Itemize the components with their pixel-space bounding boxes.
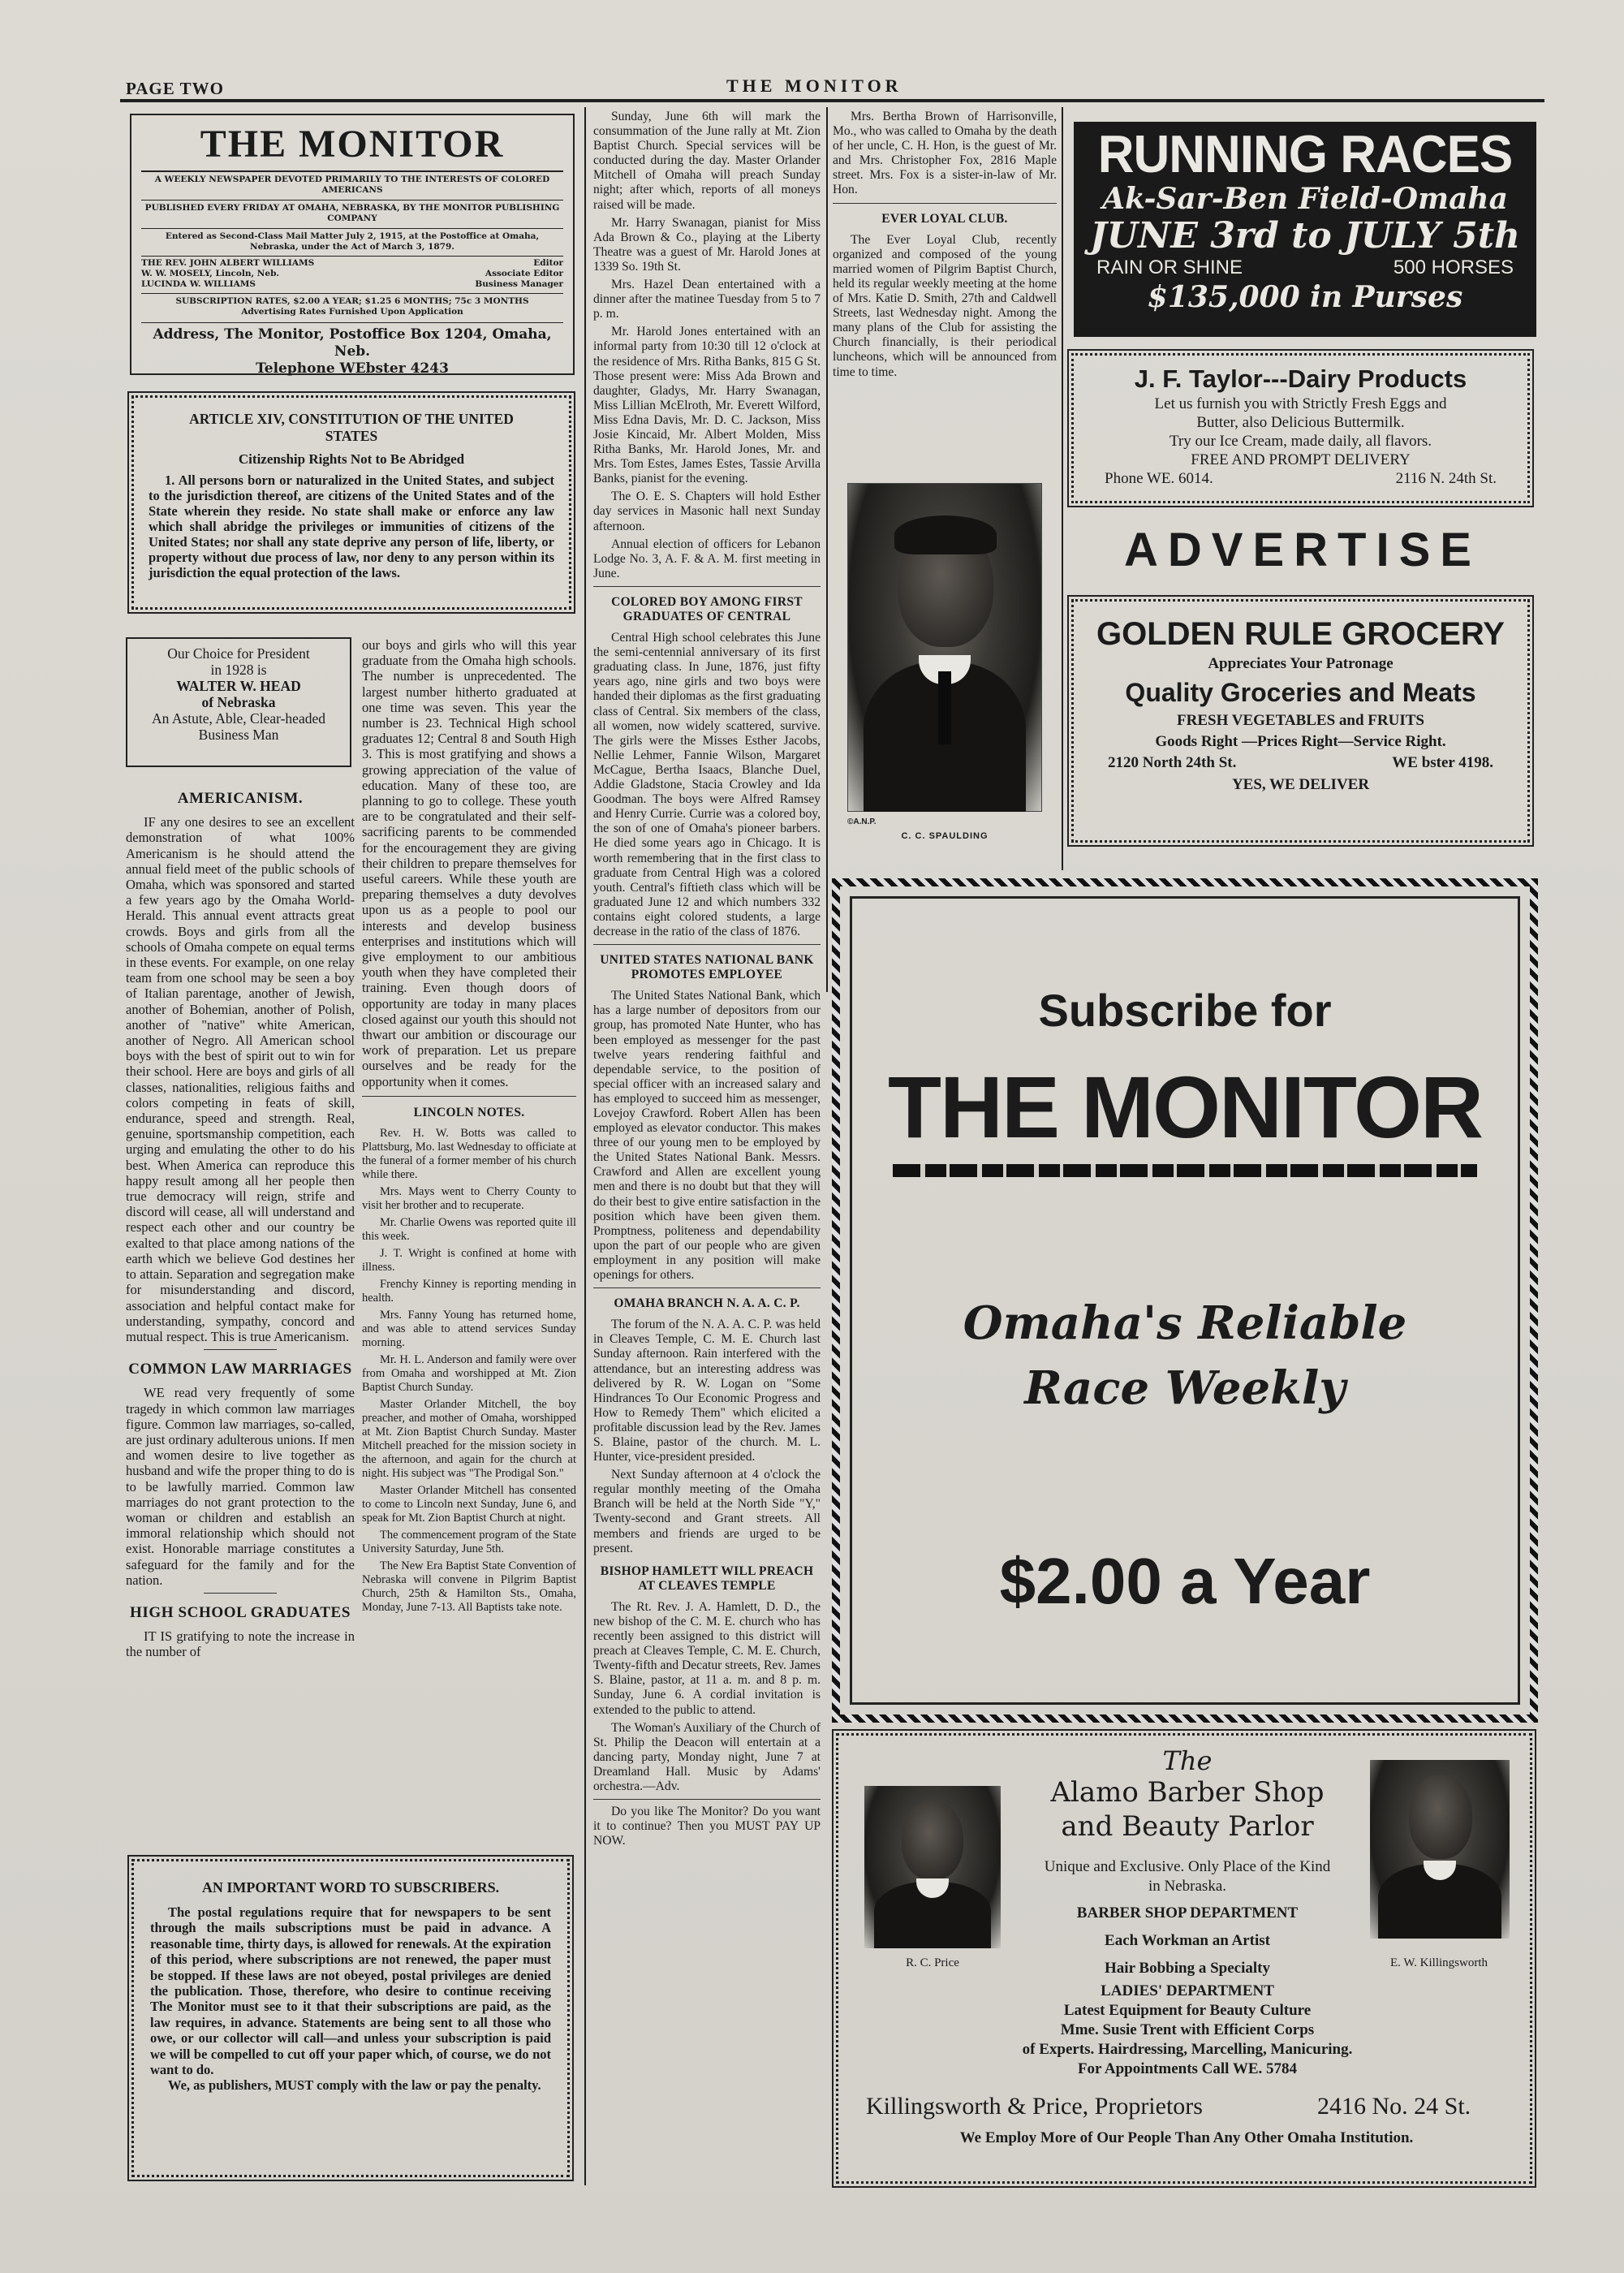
- article-xiv-body: 1. All persons born or naturalized in the United States, and subject to the jurisdiction thereof, are citizens of the United States and of the State wherein they reside. No state shall make or enforce any law which shall abridge the privileges or immunities of citizens of the United States; nor shall any state deprive any person of life, liberty, or property without due process of law, nor deny to any person within its jurisdiction the equal protection of the laws.: [149, 472, 554, 580]
- high-school-body-cont: our boys and girls who will this year graduate from the Omaha high schools. The number is unprecedented. The largest number hitherto graduated at one time was seven. This year the number is 23. Technical High school graduates 12; Central 8 and South High 3. This is most gratifying and shows a growing appreciation of the value of education. Many of these too, are planning to go to college. These youth are to be congratulated and their self-sacrificing parents to be commended for the encouragement they are giving their children to prepare themselves for useful careers. While these youth are preparing themselves a duty devolves upon us as a people to pool our interests and develop business enterprises and institutions which will give employment to our ambitious youth when they have completed their training. Even though doors of opportunity are today in many places closed against our youth this should not thwart our ambition or discourage our work of preparation. Let us prepare ourselves and be ready for the opportunity when it comes.: [362, 637, 576, 1089]
- president-box: [126, 637, 351, 767]
- staff-row: [141, 279, 563, 290]
- killingsworth-portrait: [1370, 1760, 1510, 1939]
- column-4: [833, 110, 1057, 467]
- col3-para: Annual election of officers for Lebanon Lodge No. 3, A. F. & A. M. first meeting in June.: [593, 537, 821, 580]
- staff-role: Editor: [533, 258, 563, 268]
- subscribe-ad: [832, 878, 1538, 1723]
- portrait-hair: [894, 515, 997, 554]
- column-rule-4: [1062, 107, 1063, 870]
- races-dates: JUNE 3rd to JULY 5th: [1089, 215, 1521, 257]
- barber-trent: Mme. Susie Trent with Efficient Corps: [1060, 2021, 1315, 2038]
- barber-bobbing: Hair Bobbing a Specialty: [1105, 1960, 1270, 1977]
- lincoln-note: Master Orlander Mitchell, the boy preacher, and mother of Omaha, worshipped at Mt. Zion Baptist Church Sunday. Master Mitchell preached for the mission society in the afternoon, and again for the church at night. His subject was "The Prodigal Son.": [362, 1398, 576, 1481]
- column-1: [126, 779, 355, 1774]
- high-school-title: HIGH SCHOOL GRADUATES: [130, 1603, 351, 1621]
- article-xiv-title: ARTICLE XIV, CONSTITUTION OF THE UNITED STATES: [189, 411, 514, 444]
- staff-role: Business Manager: [475, 279, 563, 289]
- closing-appeal: Do you like The Monitor? Do you want it to continue? Then you MUST PAY UP NOW.: [593, 1805, 821, 1848]
- grocery-phone: WE bster 4198.: [1392, 754, 1493, 771]
- lincoln-note: Frenchy Kinney is reporting mending in health.: [362, 1278, 576, 1305]
- americanism-title: AMERICANISM.: [177, 790, 304, 807]
- barber-appointments: For Appointments Call WE. 5784: [1077, 2060, 1298, 2077]
- staff-row: [141, 269, 563, 279]
- killingsworth-caption: E. W. Killingsworth: [1389, 1956, 1488, 1969]
- president-name: WALTER W. HEAD: [176, 678, 301, 694]
- col3-para: Mr. Harold Jones entertained with an informal party from 10:30 till 12 o'clock at the residence of Mrs. Ritha Banks, 815 G St. Those present were: Miss Ada Brown and daughter, Gladys, Mr. Harry Swanagan, Miss Lillian McElroth, Mr. Everett Wilford, Miss Edna Davis, Mr. D. C. Jackson, Miss Josie Kincaid, Mr. Albert Molden, Miss Ritha Banks, Mr. Harold Jones, Mr. and Mrs. Tom Estes, James Estes, Tassie Arvilla Banks, pianist for the evening.: [593, 325, 821, 486]
- masthead-ad-rates: Advertising Rates Furnished Upon Application: [241, 307, 463, 317]
- ever-loyal-title: EVER LOYAL CLUB.: [881, 211, 1008, 226]
- subscribers-notice-title: AN IMPORTANT WORD TO SUBSCRIBERS.: [201, 1879, 500, 1896]
- photo-caption: C. C. SPAULDING: [901, 831, 989, 841]
- barber-ladies: LADIES' DEPARTMENT: [1101, 1982, 1274, 1999]
- article-xiv-subtitle: Citizenship Rights Not to Be Abridged: [238, 451, 465, 467]
- colored-boy-body: Central High school celebrates this June the semi-centennial anniversary of its first graduating class. In June, 1876, just fifty years ago, nine girls and two boys were handed their diplomas as the first graduating class of Central. Six members of the class, all women, now widely scattered, survive. The girls were the Misses Esther Jacobs, Nellie Lehmer, Fannie Wilson, Margaret McCague, Bertha Isaacs, Blanche Duel, Addie Gladstone, Stacia Crowley and Ida Goodman. The boys were Alfred Ramsey and Henry Currie. Currie was a colored boy, the son of one of Omaha's pioneer barbers. He died some years ago in Chicago. It is worth remembering that in the first class to graduate from Central High was a colored youth. Central's fiftieth class which will be graduated June 12 and which numbers 332 contains eight colored students, a large decrease in the ratio of the class of 1876.: [593, 631, 821, 938]
- divider: [593, 1287, 821, 1288]
- portrait-face: [902, 1801, 963, 1880]
- auxiliary-body: The Woman's Auxiliary of the Church of St. Philip the Deacon will entertain at a dancing party, Monday night, June 7 at Dreamland Hall. Music by Adams' orchestra.—Adv.: [593, 1720, 821, 1794]
- lincoln-note: Mr. H. L. Anderson and family were over from Omaha and worshipped at Mt. Zion Baptist Church Sunday.: [362, 1353, 576, 1395]
- masthead-staff: [141, 256, 563, 290]
- president-line1: Our Choice for President: [167, 645, 310, 662]
- portrait-face: [1409, 1775, 1472, 1859]
- col3-para: Mr. Harry Swanagan, pianist for Miss Ada Brown & Co., playing at the Liberty Theatre was a guest of Mr. Harold Jones at 1339 So. 19th St.: [593, 215, 821, 274]
- lincoln-note: Mrs. Mays went to Cherry County to visit her brother and to recuperate.: [362, 1185, 576, 1213]
- barber-dept: BARBER SHOP DEPARTMENT: [1076, 1904, 1299, 1921]
- lincoln-notes-list: [362, 1127, 576, 1615]
- grocery-contact-row: [1085, 753, 1516, 774]
- masthead-entered: Entered as Second-Class Mail Matter July 2, 1915, at the Postoffice at Omaha, Nebraska, under the Act of March 3, 1879.: [141, 228, 563, 252]
- column-rule-3: [826, 107, 828, 992]
- naacp-body: The forum of the N. A. A. C. P. was held in Cleaves Temple, C. M. E. Church last Sunday afternoon. Rain interfered with the attendance, but an interesting address was delivered by R. W. Logan on "Some Hindrances To Our Economic Progress and How to Remedy Them" which elicited a profitable discussion lead by the Rev. James S. Blaine, pastor of the church. M. L. Hunter, vice-president presided.: [593, 1318, 821, 1464]
- barber-experts: of Experts. Hairdressing, Marcelling, Manicuring.: [1022, 2041, 1353, 2058]
- staff-role: Associate Editor: [485, 269, 563, 278]
- naacp-title: OMAHA BRANCH N. A. A. C. P.: [614, 1296, 800, 1311]
- staff-name: THE REV. JOHN ALBERT WILLIAMS: [141, 258, 315, 268]
- taylor-line2: Butter, also Delicious Buttermilk.: [1196, 414, 1405, 431]
- alamo-barber-ad: [836, 1733, 1532, 2184]
- divider: [593, 944, 821, 945]
- page-label: PAGE TWO: [126, 79, 224, 98]
- naacp-body-2: Next Sunday afternoon at 4 o'clock the regular monthly meeting of the Omaha Branch will be held at the North Side "Y," Twenty-second and Grant streets. All members and friends are urged to be present.: [593, 1468, 821, 1555]
- president-line2: in 1928 is: [210, 662, 267, 678]
- lincoln-note: The commencement program of the State University Saturday, June 5th.: [362, 1529, 576, 1556]
- grocery-patronage: Appreciates Your Patronage: [1208, 655, 1394, 672]
- lincoln-note: Mr. Charlie Owens was reported quite ill this week.: [362, 1216, 576, 1244]
- lincoln-note: The New Era Baptist State Convention of Nebraska will convene in Pilgrim Baptist Church, 25th & Hamilton Sts., Omaha, Monday, June 7-13. All Baptists take note.: [362, 1559, 576, 1615]
- col3-para: Mrs. Hazel Dean entertained with a dinner after the matinee Tuesday from 5 to 7 p. m.: [593, 278, 821, 321]
- races-purses: $135,000 in Purses: [1147, 280, 1463, 314]
- price-portrait: [864, 1786, 1001, 1948]
- column-rule-2: [584, 107, 586, 2185]
- taylor-phone: Phone WE. 6014.: [1105, 470, 1213, 487]
- races-horses: 500 HORSES: [1393, 257, 1514, 278]
- subscribe-line2: THE MONITOR: [888, 1058, 1482, 1156]
- masthead-rates: SUBSCRIPTION RATES, $2.00 A YEAR; $1.25 6 MONTHS; 75c 3 MONTHS: [141, 293, 563, 307]
- masthead-title: THE MONITOR: [200, 123, 505, 166]
- barber-artist: Each Workman an Artist: [1105, 1932, 1270, 1949]
- col3-para: The O. E. S. Chapters will hold Esther day services in Masonic hall next Sunday afternoon.: [593, 490, 821, 533]
- lincoln-note: Master Orlander Mitchell has consented to come to Lincoln next Sunday, June 6, and speak for Mt. Zion Baptist Church at night.: [362, 1484, 576, 1525]
- subscribers-notice-closing: We, as publishers, MUST comply with the law or pay the penalty.: [168, 2077, 541, 2094]
- subscribe-line1: Subscribe for: [1038, 985, 1332, 1036]
- president-state: of Nebraska: [201, 694, 276, 710]
- bishop-title: BISHOP HAMLETT WILL PREACH AT CLEAVES TEMPLE: [600, 1563, 814, 1593]
- subscribe-line3: Omaha's Reliable: [963, 1296, 1407, 1350]
- lincoln-notes-title: LINCOLN NOTES.: [413, 1105, 525, 1119]
- portrait-tie: [938, 671, 951, 744]
- barber-title2: and Beauty Parlor: [1061, 1810, 1314, 1843]
- races-rain: RAIN OR SHINE: [1096, 257, 1243, 278]
- grocery-veg: FRESH VEGETABLES and FRUITS: [1177, 712, 1424, 729]
- colored-boy-title: COLORED BOY AMONG FIRST GRADUATES OF CENTRAL: [611, 594, 803, 623]
- subscribe-line4: Race Weekly: [1024, 1361, 1346, 1415]
- subscribe-price: $2.00 a Year: [999, 1545, 1371, 1617]
- divider: [593, 586, 821, 587]
- divider: [593, 1799, 821, 1800]
- divider: [362, 1096, 576, 1097]
- col3-para: Sunday, June 6th will mark the consummation of the June rally at Mt. Zion Baptist Church. Special services will be conducted during the day. Master Orlander Mitchell of Omaha will preach Sunday night; after which, reports of all moneys raised will be made.: [593, 110, 821, 212]
- masthead-address: Address, The Monitor, Postoffice Box 1204, Omaha, Neb.: [141, 322, 563, 360]
- price-caption: R. C. Price: [906, 1956, 959, 1969]
- americanism-body: IF any one desires to see an excellent demonstration of what 100% Americanism is he should attend the annual field meet of the public schools of Omaha, which was sponsored and started a few years ago by the Omaha World-Herald. This annual event attracts great crowds. Boys and girls from all the schools of Omaha compete on equal terms in these events. For example, on one relay team from one school may be seen a boy of Italian parentage, another of Jewish, another of Bohemian, another of Polish, another of "native" white American, another of Negro. All American school boys with the best of spirit out to win for their school. Here are boys and girls of all classes, nationalities, religious faiths and colors competing in feats of skill, endurance, speed and strength. Real, genuine, sportsmanship competition, each urging and emulating the other to do his best. When America can reproduce this happy result among all her people then true democracy will reign, strife and discord will cease, all will understand and respect each other and our country be exalted to that place among nations of the earth which we believe God destines her to attain. Separation and segregation make for misunderstanding and discord, association and helpful contact make for understanding, sympathy, concord and mutual respect. This is true Americanism.: [126, 814, 355, 1344]
- bank-body: The United States National Bank, which has a large number of depositors from our group, has promoted Nate Hunter, who has been employed as messenger for the past twelve years rendering faithful and dependable service, to the position of special officer with an increased salary and has employed to succeed him as messenger, Lovejoy Crawford. Robert Allen has been employed as elevator conductor. This makes three of our young men to be employed by the United States National Bank. Messrs. Crawford and Allen are excellent young men and there is no doubt but that they will do their best to give entire satisfaction in the position which have been given them. Promptness, politeness and dependability upon the part of our people who are given employment in any position will make openings for others.: [593, 989, 821, 1283]
- staff-row: [141, 258, 563, 269]
- races-info-row: [1083, 257, 1527, 279]
- running-races-ad: [1074, 122, 1536, 337]
- staff-name: LUCINDA W. WILLIAMS: [141, 279, 256, 289]
- golden-rule-grocery-ad: [1071, 599, 1530, 843]
- lincoln-note: Mrs. Fanny Young has returned home, and was able to attend services Sunday morning.: [362, 1309, 576, 1350]
- subscribe-torn-band: [893, 1164, 1477, 1177]
- subscribers-notice-box: [131, 1859, 570, 2177]
- photo-credit: ©A.N.P.: [847, 817, 877, 826]
- divider: [204, 1593, 277, 1594]
- barber-address: 2416 No. 24 St.: [1317, 2093, 1471, 2120]
- barber-title1: Alamo Barber Shop: [1050, 1776, 1325, 1809]
- grocery-title: GOLDEN RULE GROCERY: [1096, 616, 1505, 652]
- bishop-body: The Rt. Rev. J. A. Hamlett, D. D., the new bishop of the C. M. E. church who has recently been assigned to this district will preach at Cleaves Temple, C. M. E. Church, Twenty-fifth and Decatur streets, Rev. James S. Blaine, pastor, at 11 a. m. and 8 p. m. Sunday, June 6. A cordial invitation is extended to the public to attend.: [593, 1599, 821, 1717]
- hon-body: Mrs. Bertha Brown of Harrisonville, Mo., who was called to Omaha by the death of her uncle, C. H. Hon, is the guest of Mr. and Mrs. Christopher Fox, 2816 Maple street. Mrs. Fox is a sister-in-law of Mr. Hon.: [833, 110, 1057, 197]
- header-rule: [120, 99, 1544, 102]
- common-law-title: COMMON LAW MARRIAGES: [128, 1361, 352, 1378]
- divider: [204, 1349, 277, 1350]
- common-law-body: WE read very frequently of some tragedy in which common law marriages figure. Common law marriages, so-called, are just ordinary adulterous unions. If men and women desire to live together as husband and wife the proper thing to do is to be lawfully married. Common law marriages do not grant protection to the woman or children and establish an immoral relationship which should not exist. Honorable marriage constitutes a safeguard for the family and for the nation.: [126, 1385, 355, 1588]
- staff-name: W. W. MOSELY, Lincoln, Neb.: [141, 269, 280, 278]
- masthead-box: [130, 114, 575, 375]
- taylor-line1: Let us furnish you with Strictly Fresh Eggs and: [1154, 395, 1447, 412]
- taylor-address: 2116 N. 24th St.: [1395, 470, 1497, 487]
- taylor-line3: Try our Ice Cream, made daily, all flavors.: [1169, 433, 1432, 450]
- masthead-published: PUBLISHED EVERY FRIDAY AT OMAHA, NEBRASKA, BY THE MONITOR PUBLISHING COMPANY: [141, 200, 563, 224]
- high-school-body-start: IT IS gratifying to note the increase in the number of: [126, 1628, 355, 1660]
- barber-equip: Latest Equipment for Beauty Culture: [1063, 2002, 1312, 2019]
- advertise-banner: ADVERTISE: [1124, 524, 1481, 576]
- taylor-title: J. F. Taylor---Dairy Products: [1134, 364, 1467, 393]
- running-paper-name: THE MONITOR: [726, 75, 902, 96]
- spaulding-photo: [847, 483, 1042, 812]
- races-headline: RUNNING RACES: [1097, 125, 1513, 184]
- lincoln-note: Rev. H. W. Botts was called to Plattsburg, Mo. last Wednesday to officiate at the funeral of a former member of his church while there.: [362, 1127, 576, 1182]
- taylor-dairy-ad: [1071, 353, 1530, 503]
- column-3: [593, 110, 821, 2188]
- grocery-address: 2120 North 24th St.: [1108, 754, 1237, 771]
- masthead-telephone: Telephone WEbster 4243: [256, 360, 449, 377]
- barber-the: The: [1162, 1745, 1213, 1776]
- grocery-goods: Goods Right —Prices Right—Service Right.: [1155, 733, 1446, 750]
- subscribers-notice-body: The postal regulations require that for newspapers to be sent through the mails subscriptions must be paid in advance. A reasonable time, thirty days, is allowed for renewals. At the expiration of this period, where subscriptions are not renewed, the paper must be stopped. If these laws are not obeyed, postal privileges are denied the publication. Those, therefore, who desire to continue receiving The Monitor must see to it that their subscriptions are paid, as the law requires, in advance. Statements are being sent to all those who owe, or our collector will call—and unless your subscription is paid we will be compelled to cut off your paper which, of course, we do not want to do.: [150, 1904, 551, 2078]
- masthead-tagline: A WEEKLY NEWSPAPER DEVOTED PRIMARILY TO THE INTERESTS OF COLORED AMERICANS: [141, 170, 563, 196]
- grocery-deliver: YES, WE DELIVER: [1231, 776, 1370, 793]
- taylor-delivery: FREE AND PROMPT DELIVERY: [1191, 451, 1411, 468]
- article-xiv-box: [131, 395, 571, 610]
- lincoln-note: J. T. Wright is confined at home with illness.: [362, 1247, 576, 1275]
- barber-proprietors: Killingsworth & Price, Proprietors: [866, 2093, 1203, 2120]
- column-2: [362, 637, 576, 1774]
- bank-title: UNITED STATES NATIONAL BANK PROMOTES EMPLOYEE: [600, 953, 814, 982]
- ever-loyal-body: The Ever Loyal Club, recently organized and composed of the young married women of Pilgrim Baptist Church, held its regular weekly meeting at the home of Mrs. Katie D. Smith, 27th and Caldwell Streets, last Wednesday night. Among the many plans of the Club for assisting the Church financially, is their periodical luncheons, which will be announced from time to time.: [833, 232, 1057, 379]
- taylor-contact-row: [1085, 469, 1516, 488]
- barber-employ: We Employ More of Our People Than Any Other Omaha Institution.: [959, 2129, 1414, 2146]
- divider: [833, 203, 1057, 204]
- grocery-quality: Quality Groceries and Meats: [1125, 678, 1476, 707]
- president-desc: An Astute, Able, Clear-headed Business Man: [152, 710, 325, 743]
- barber-unique: Unique and Exclusive. Only Place of the Kind in Nebraska.: [1044, 1858, 1331, 1895]
- races-venue: Ak-Sar-Ben Field-Omaha: [1102, 182, 1508, 216]
